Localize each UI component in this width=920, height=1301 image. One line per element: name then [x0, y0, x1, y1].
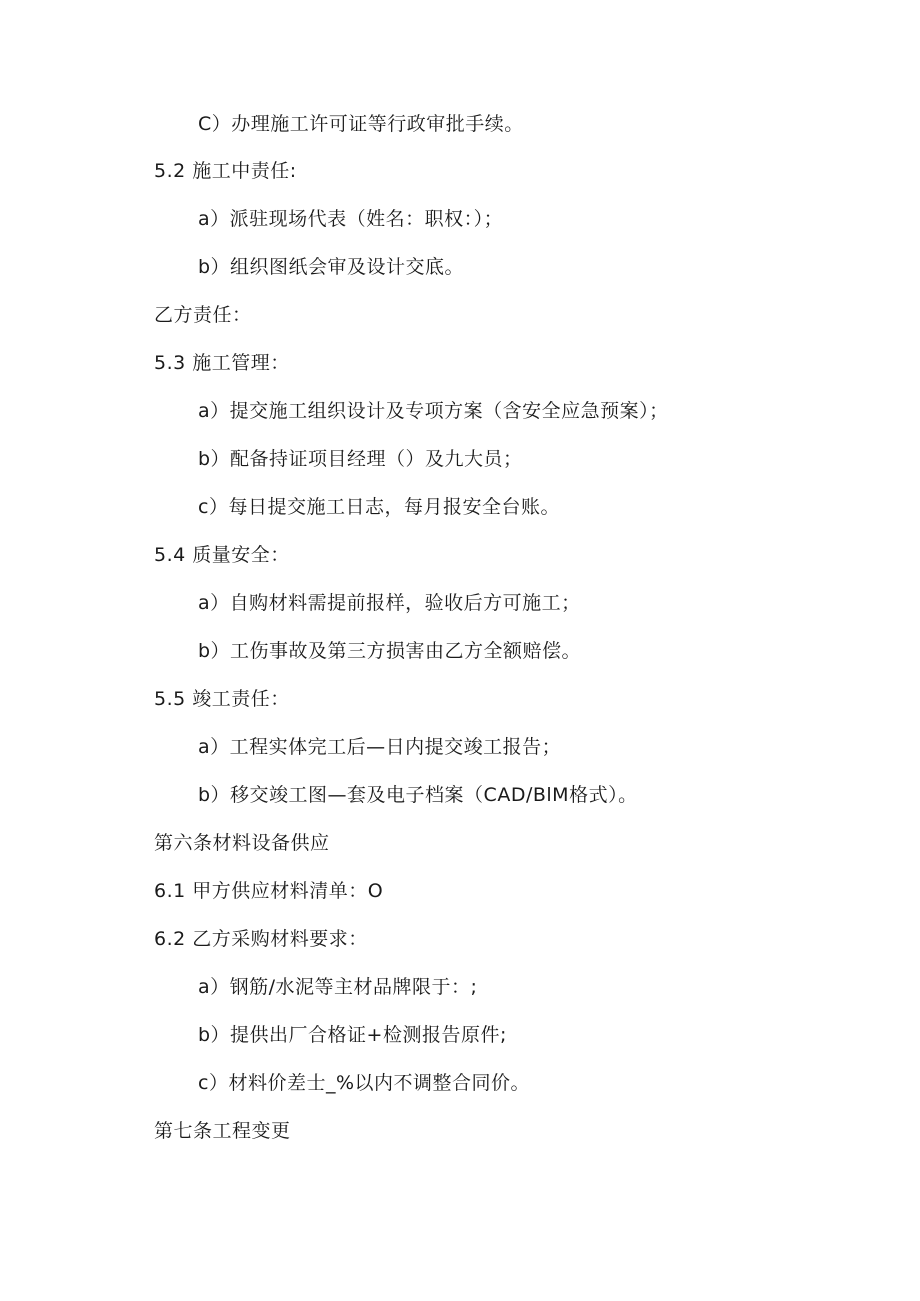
- item-a-material-samples: a）自购材料需提前报样，验收后方可施工；: [198, 592, 581, 614]
- section-5-2-heading: 5.2 施工中责任:: [154, 160, 297, 182]
- item-b-injury-compensation: b）工伤事故及第三方损害由乙方全额赔偿。: [198, 640, 582, 662]
- section-6-2-heading: 6.2 乙方采购材料要求：: [154, 928, 368, 950]
- section-5-5-heading: 5.5 竣工责任：: [154, 688, 290, 710]
- item-c-daily-log: c）每日提交施工日志，每月报安全台账。: [198, 496, 560, 518]
- item-b-certificates: b）提供出厂合格证+检测报告原件;: [198, 1024, 507, 1046]
- item-b-as-built-drawings: b）移交竣工图—套及电子档案（CAD∕BlM格式）。: [198, 784, 638, 806]
- item-a-material-brands: a）钢筋/水泥等主材品牌限于：;: [198, 976, 478, 998]
- item-c-price-difference: c）材料价差士_%以内不调整合同价。: [198, 1072, 531, 1094]
- item-a-construction-plan: a）提交施工组织设计及专项方案（含安全应急预案）；: [198, 400, 669, 422]
- item-a-completion-report: a）工程实体完工后—日内提交竣工报告；: [198, 736, 562, 758]
- item-c-permits: C）办理施工许可证等行政审批手续。: [198, 113, 524, 135]
- section-6-1-heading: 6.1 甲方供应材料清单：O: [154, 880, 384, 902]
- section-5-3-heading: 5.3 施工管理：: [154, 352, 290, 374]
- party-b-responsibility-heading: 乙方责任：: [154, 304, 252, 326]
- item-b-drawing-review: b）组织图纸会审及设计交底。: [198, 256, 465, 278]
- section-5-4-heading: 5.4 质量安全：: [154, 544, 290, 566]
- article-6-heading: 第六条材料设备供应: [154, 832, 330, 854]
- article-7-heading: 第七条工程变更: [154, 1120, 291, 1142]
- item-a-site-representative: a）派驻现场代表（姓名：职权：）；: [198, 208, 504, 230]
- item-b-project-manager: b）配备持证项目经理（）及九大员；: [198, 448, 523, 470]
